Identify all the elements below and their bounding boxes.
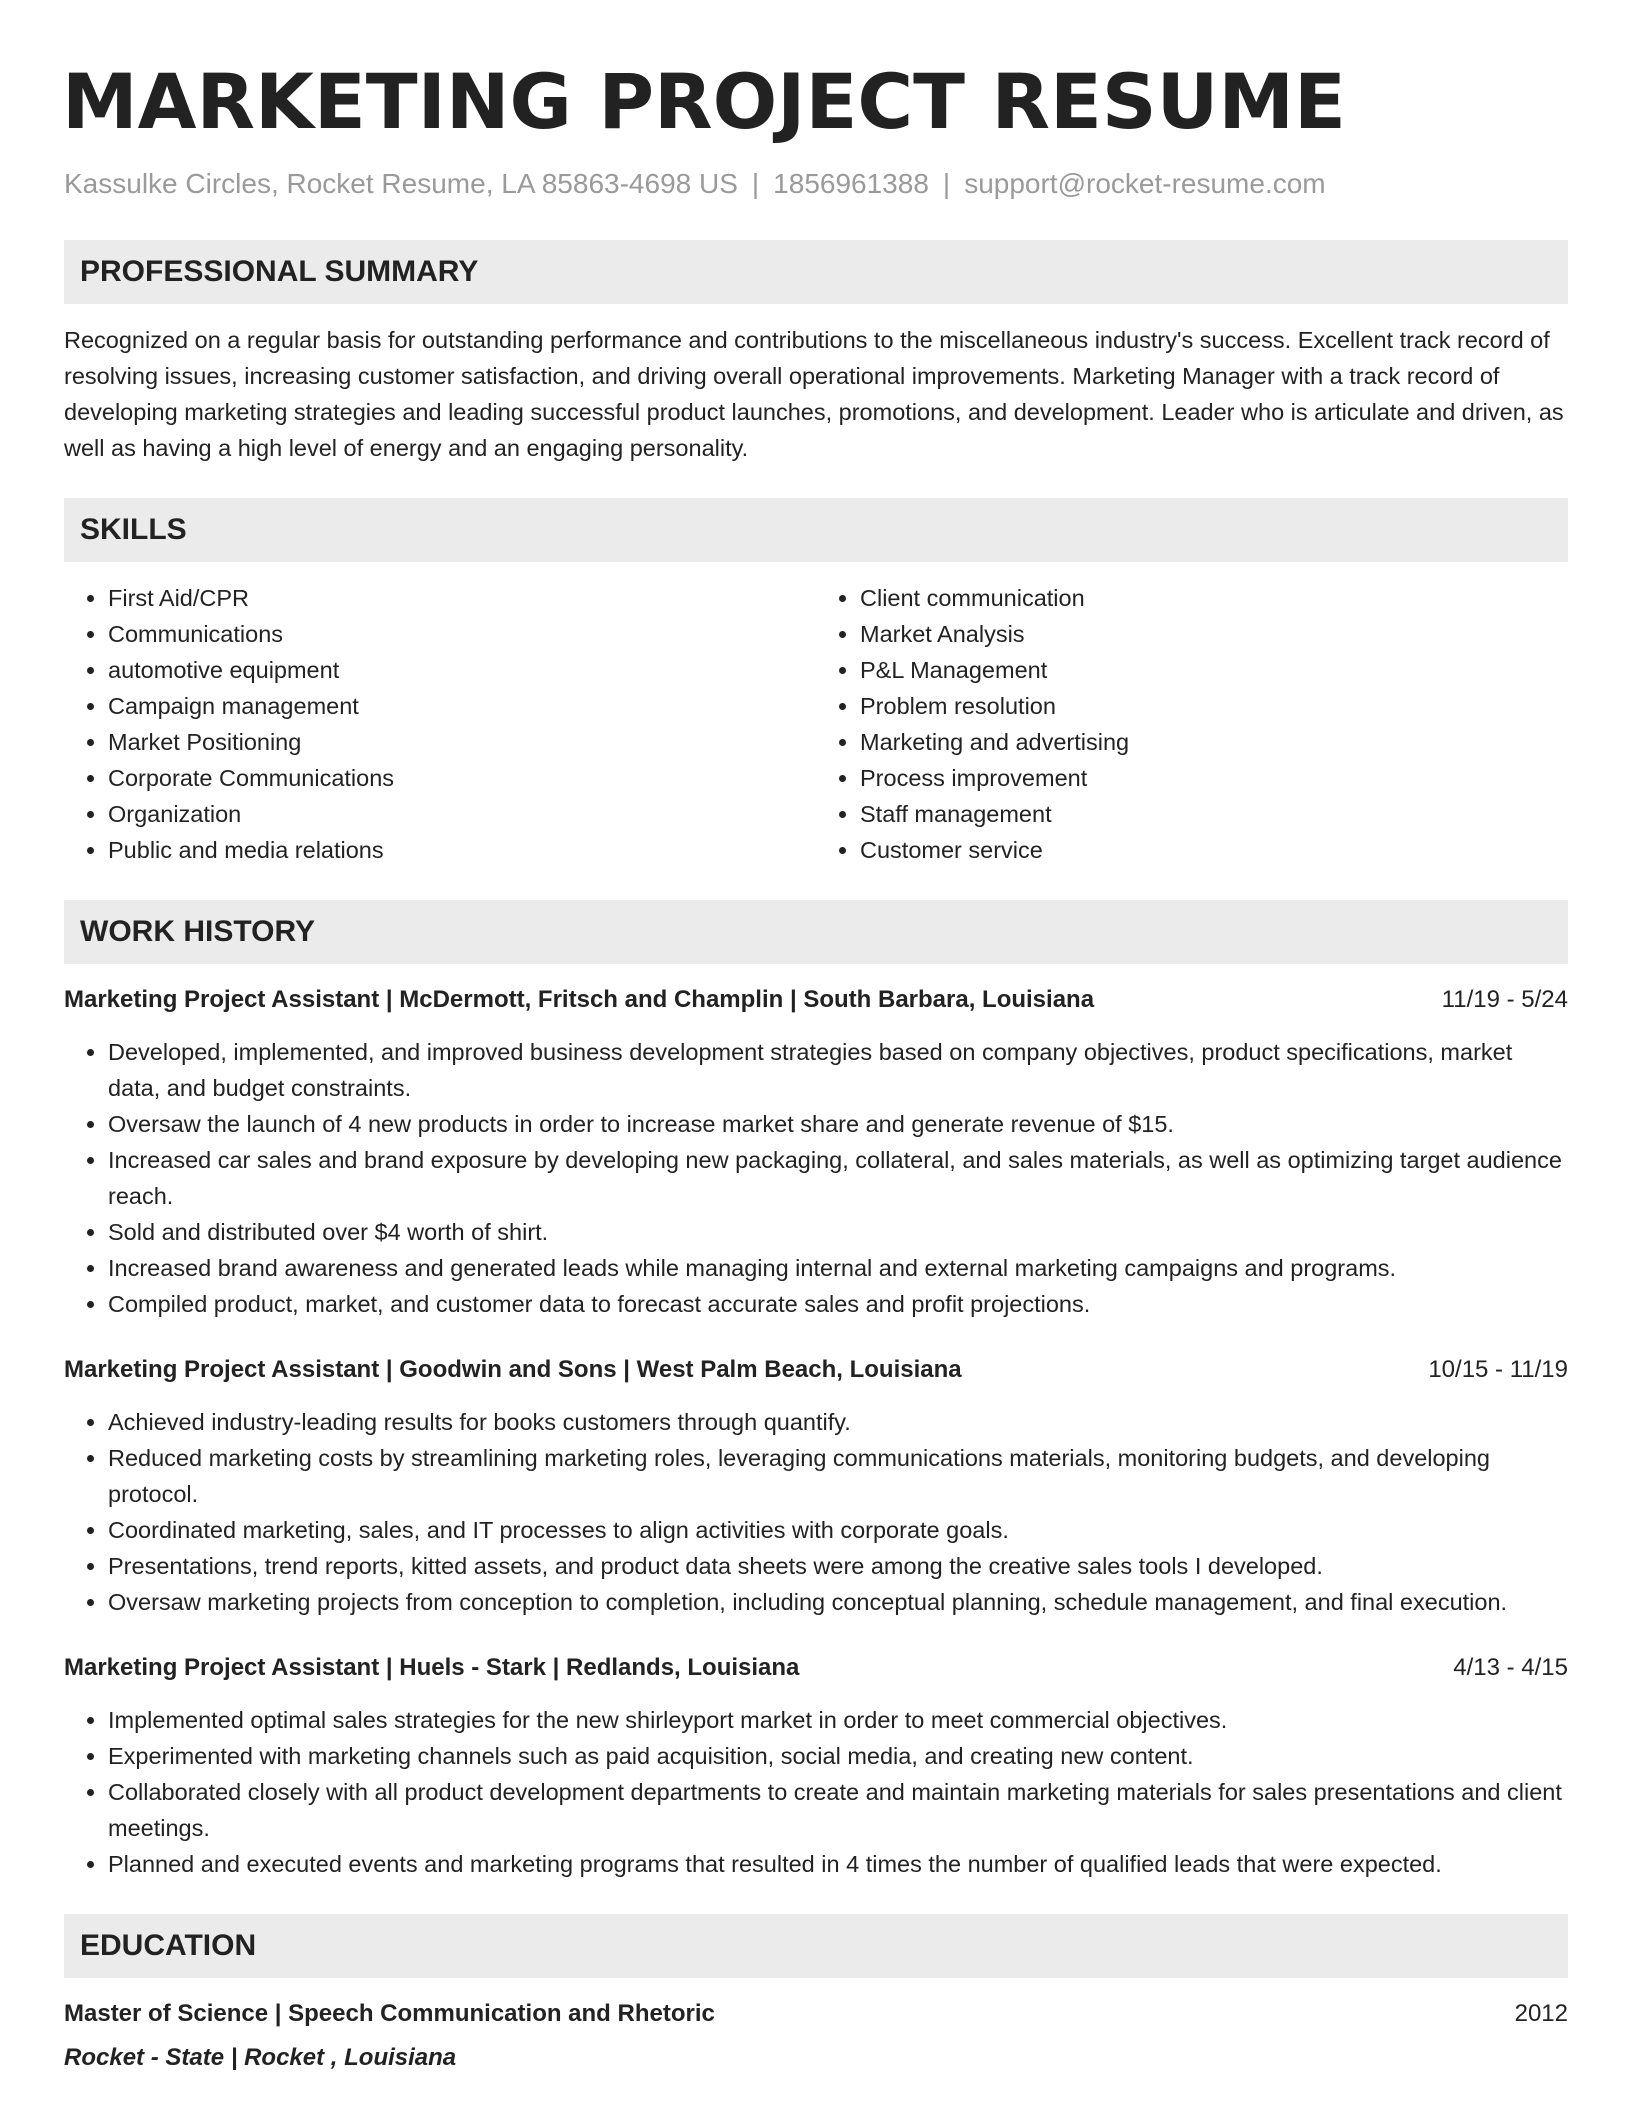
job-bullet: • Oversaw the launch of 4 new products in order to increase market share and generate revenue of $15. bbox=[108, 1106, 1568, 1142]
skill-item: • Client communication bbox=[860, 580, 1568, 616]
skill-item: • Market Positioning bbox=[108, 724, 816, 760]
summary-heading: PROFESSIONAL SUMMARY bbox=[64, 240, 1568, 304]
education-year: 2012 bbox=[1514, 2000, 1568, 2027]
job-dates: 4/13 - 4/15 bbox=[1453, 1654, 1568, 1681]
education-heading: EDUCATION bbox=[64, 1914, 1568, 1978]
education-degree: Master of Science | Speech Communication and Rhetoric bbox=[64, 2000, 715, 2027]
skill-item: • Campaign management bbox=[108, 688, 816, 724]
skill-item: • Problem resolution bbox=[860, 688, 1568, 724]
job-title: Marketing Project Assistant | Huels - Stark | Redlands, Louisiana bbox=[64, 1654, 800, 1681]
job-bullet: • Implemented optimal sales strategies for the new shirleyport market in order to meet commercial objectives. bbox=[108, 1702, 1568, 1738]
job-bullet: • Planned and executed events and marketing programs that resulted in 4 times the number of qualified leads that were expected. bbox=[108, 1846, 1568, 1882]
job-bullet: • Experimented with marketing channels such as paid acquisition, social media, and creating new content. bbox=[108, 1738, 1568, 1774]
job-bullet: • Sold and distributed over $4 worth of shirt. bbox=[108, 1214, 1568, 1250]
job-bullets bbox=[64, 1702, 1568, 1882]
job-entry bbox=[64, 982, 1568, 1322]
skill-item: • Corporate Communications bbox=[108, 760, 816, 796]
contact-address: Kassulke Circles, Rocket Resume, LA 85863-4698 US bbox=[64, 168, 738, 199]
skill-item: • Communications bbox=[108, 616, 816, 652]
job-bullet: • Increased brand awareness and generated leads while managing internal and external marketing campaigns and programs. bbox=[108, 1250, 1568, 1286]
skill-item: • Customer service bbox=[860, 832, 1568, 868]
contact-email: support@rocket-resume.com bbox=[964, 168, 1326, 199]
skill-item: • Public and media relations bbox=[108, 832, 816, 868]
skill-item: • Marketing and advertising bbox=[860, 724, 1568, 760]
skill-item: • Market Analysis bbox=[860, 616, 1568, 652]
job-bullet: • Developed, implemented, and improved business development strategies based on company objectives, product specifications, market data, and budget constraints. bbox=[108, 1034, 1568, 1106]
job-header bbox=[64, 1650, 1568, 1686]
contact-separator: | bbox=[942, 168, 951, 199]
contact-line bbox=[64, 168, 1568, 200]
job-bullets bbox=[64, 1404, 1568, 1620]
job-bullet: • Collaborated closely with all product development departments to create and maintain marketing materials for sales presentations and client meetings. bbox=[108, 1774, 1568, 1846]
skill-item: • First Aid/CPR bbox=[108, 580, 816, 616]
job-dates: 11/19 - 5/24 bbox=[1441, 986, 1568, 1013]
education-entry bbox=[64, 1996, 1568, 2076]
job-bullet: • Increased car sales and brand exposure by developing new packaging, collateral, and sales materials, as well as optimizing target audience reach. bbox=[108, 1142, 1568, 1214]
skill-item: • Process improvement bbox=[860, 760, 1568, 796]
education-school: Rocket - State | Rocket , Louisiana bbox=[64, 2044, 457, 2071]
skill-item: • automotive equipment bbox=[108, 652, 816, 688]
skill-item: • Organization bbox=[108, 796, 816, 832]
education-header bbox=[64, 1996, 1568, 2032]
job-bullets bbox=[64, 1034, 1568, 1322]
job-bullet: • Achieved industry-leading results for books customers through quantify. bbox=[108, 1404, 1568, 1440]
resume-title: MARKETING PROJECT RESUME bbox=[62, 57, 1346, 146]
skill-item: • P&L Management bbox=[860, 652, 1568, 688]
job-header bbox=[64, 1352, 1568, 1388]
skills-column-right bbox=[816, 580, 1568, 868]
work-history-heading: WORK HISTORY bbox=[64, 900, 1568, 964]
job-dates: 10/15 - 11/19 bbox=[1428, 1356, 1568, 1383]
skills-heading: SKILLS bbox=[64, 498, 1568, 562]
job-title: Marketing Project Assistant | Goodwin and Sons | West Palm Beach, Louisiana bbox=[64, 1356, 962, 1383]
job-title: Marketing Project Assistant | McDermott, Fritsch and Champlin | South Barbara, Louisiana bbox=[64, 986, 1095, 1013]
summary-text: Recognized on a regular basis for outstanding performance and contributions to the miscellaneous industry's success. Excellent track record of resolving issues, increasing customer satisfaction, and driving overall operational improvements. Marketing Manager with a track record of developing marketing strategies and leading successful product launches, promotions, and development. Leader who is articulate and driven, as well as having a high level of energy and an engaging personality. bbox=[64, 327, 1564, 461]
skills-list bbox=[64, 580, 1568, 868]
contact-phone: 1856961388 bbox=[773, 168, 929, 199]
job-bullet: • Reduced marketing costs by streamlining marketing roles, leveraging communications materials, monitoring budgets, and developing protocol. bbox=[108, 1440, 1568, 1512]
job-header bbox=[64, 982, 1568, 1018]
contact-separator: | bbox=[751, 168, 760, 199]
skill-item: • Staff management bbox=[860, 796, 1568, 832]
skills-column-left bbox=[64, 580, 816, 868]
job-bullet: • Coordinated marketing, sales, and IT processes to align activities with corporate goals. bbox=[108, 1512, 1568, 1548]
job-bullet: • Oversaw marketing projects from conception to completion, including conceptual planning, schedule management, and final execution. bbox=[108, 1584, 1568, 1620]
job-entry bbox=[64, 1650, 1568, 1882]
job-entry bbox=[64, 1352, 1568, 1620]
job-bullet: • Presentations, trend reports, kitted assets, and product data sheets were among the creative sales tools I developed. bbox=[108, 1548, 1568, 1584]
job-bullet: • Compiled product, market, and customer data to forecast accurate sales and profit projections. bbox=[108, 1286, 1568, 1322]
